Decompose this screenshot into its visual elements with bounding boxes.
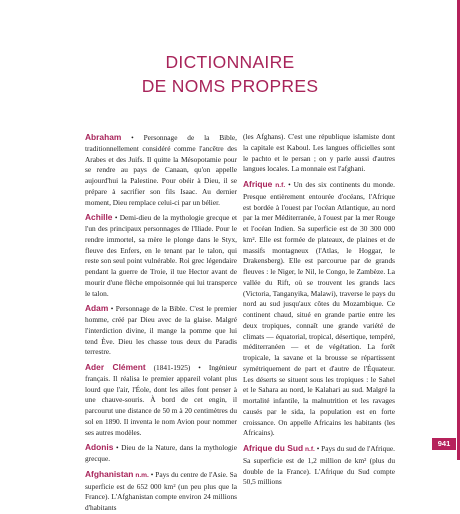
- dictionary-entry: [243, 443, 395, 488]
- entry-text: • Dieu de la Nature, dans la mythologie grecque.: [85, 443, 237, 463]
- dictionary-entry: [85, 212, 237, 299]
- entry-text: • Un des six continents du monde. Presque entièrement entourée d'océans, l'Afrique est bordée à l'ouest par l'océan Atlantique, au nord par la mer Méditerranée, à l'ouest par la mer Rouge et l'océan Indien. Sa superficie est de 30 300 000 km². Elle est formée de plateaux, de plaines et de massifs montagneux (l'Atlas, le Hoggar, le Drakensberg). Elle est parcourue par de grands fleuves : le Niger, le Nil, le Congo, le Zambèze. La vallée du Rift, où se trouvent les grands lacs (Victoria, Tanganyika, Malawi), traverse le pays du nord au sud jusqu'aux côtes du Mozambique. Ce continent chaud, situé en grande partie entre les deux tropiques, connaît une grande variété de climats — équatorial, tropical, désertique, tempéré, méditerranéen — et de végétation. La forêt tropicale, la savane et la brousse se répartissent symétriquement de part et d'autre de l'Équateur. Les déserts se situent sous les tropiques : le Sahel et le Sahara au nord, le Kalahari au sud. Malgré la mortalité infantile, la malnutrition et les ravages causés par le sida, la population est en forte croissance. On appelle Africains les habitants (les Africains).: [243, 180, 396, 438]
- entry-text: • Pays du sud de l'Afrique. Sa superficie est de 1,2 million de km² (plus du double de la France). L'Afrique du Sud compte 50,5 millions: [243, 444, 396, 487]
- entry-text: • Demi-dieu de la mythologie grecque et l'un des principaux personnages de l'Iliade. Pour le rendre immortel, sa mère le plonge dans le Styx, fleuve des Enfers, en le tenant par le talon, qui reste son seul point vulnérable. Roi grec légendaire pendant la guerre de Troie, il tue Hector avant de mourir d'une flèche empoisonnée qui lui transperce le talon.: [85, 213, 237, 298]
- page-number: 941: [432, 438, 456, 450]
- entry-grammar: n.f.: [275, 182, 286, 189]
- dictionary-entry: [85, 442, 237, 465]
- entry-headword: Adonis: [85, 442, 114, 453]
- entry-headword: Afrique du Sud: [243, 443, 304, 453]
- entry-headword: Ader Clément: [85, 362, 146, 372]
- entry-headword: Adam: [85, 303, 109, 314]
- entry-text: • Pays du centre de l'Asie. Sa superficie est de 652 000 km² (un peu plus que la France). L'Afghanistan compte environ 24 millions d'habitants: [85, 469, 237, 512]
- dictionary-entry: [85, 132, 237, 208]
- dictionary-entry: [243, 132, 395, 175]
- dictionary-entry: [85, 303, 237, 358]
- entry-text: • Personnage de la Bible, traditionnellement considéré comme l'ancêtre des Arabes et des Juifs. Il quitte la Mésopotamie pour se rendre au pays de Canaan, qu'on appelle aujourd'hui la Palestine. Pour obéir à Dieu, il se prépare à sacrifier son fils Isaac. Au dernier moment, Dieu remplace celui-ci par un bélier.: [85, 133, 237, 207]
- entry-grammar: n.f.: [304, 446, 315, 453]
- left-column: [85, 132, 238, 512]
- entry-text: (les Afghans). C'est une république islamiste dont la capitale est Kaboul. Les langues officielles sont le pachto et le persan ; on y parle aussi d'autres langues locales. La monnaie est l'afghani.: [243, 132, 395, 174]
- entry-headword: Afghanistan: [85, 468, 134, 479]
- entry-headword: Achille: [85, 212, 113, 223]
- dictionary-entry: [85, 469, 237, 514]
- dictionary-entry: [243, 179, 395, 439]
- right-column: [243, 132, 396, 487]
- page-title-line-2: DE NOMS PROPRES: [141, 76, 319, 96]
- entry-text: (1841-1925) • Ingénieur français. Il réalisa le premier appareil volant plus lourd que l'air, l'Éole, dont les ailes font penser à une chauve-souris. À bord de cet engin, il parcourut une distance de 50 m à 20 centimètres du sol en 1890. Il inventa le nom Avion pour nommer ses autres modèles.: [85, 363, 238, 437]
- entry-text: • Personnage de la Bible. C'est le premier homme, créé par Dieu avec de la glaise. Malgré l'interdiction divine, il mange la pomme que lui tend Ève. Dieu les chasse tous deux du Paradis terrestre.: [85, 304, 237, 357]
- entry-headword: Abraham: [85, 132, 122, 142]
- dictionary-entry: [85, 362, 237, 438]
- entry-headword: Afrique: [243, 179, 273, 189]
- entry-grammar: n.m.: [135, 471, 149, 479]
- page-title-line-1: DICTIONNAIRE: [165, 52, 295, 72]
